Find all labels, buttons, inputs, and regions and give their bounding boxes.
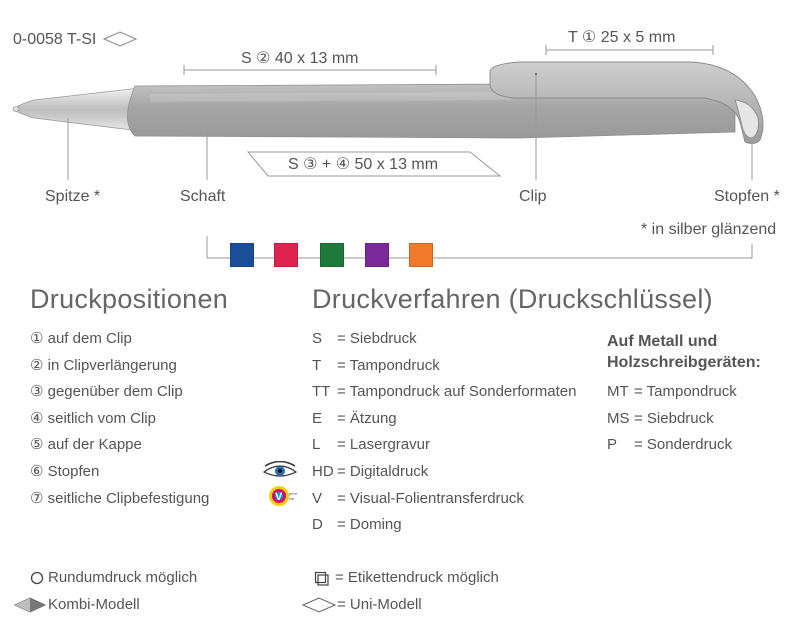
method-label: = Ätzung [337, 409, 397, 427]
legend-round: Rundumdruck möglich [48, 569, 198, 586]
metal-label: = Siebdruck [634, 409, 714, 427]
color-swatch-orange [409, 243, 433, 267]
label-print-icon [314, 571, 330, 587]
metal-code: MS [607, 409, 630, 427]
metal-labels [634, 379, 737, 459]
method-code: HD [312, 462, 334, 480]
method-label: = Digitaldruck [337, 462, 429, 480]
metal-heading-line1: Auf Metall und [607, 333, 718, 350]
method-code: T [312, 356, 322, 374]
method-code: L [312, 436, 321, 454]
method-code: V [312, 489, 323, 507]
legend-uni: = Uni-Modell [337, 596, 422, 613]
color-swatch-green [320, 243, 344, 267]
pen-tip [14, 88, 140, 131]
legend-combi: Kombi-Modell [48, 596, 140, 613]
v-logo-icon [268, 484, 300, 508]
color-swatch-red [274, 243, 298, 267]
methods-codes [312, 326, 334, 539]
bottom-dimension-label: S ③ + ④ 50 x 13 mm [288, 156, 439, 173]
positions-heading: Druckpositionen [30, 284, 229, 314]
shaft-dimension-label: S ② 40 x 13 mm [241, 50, 359, 67]
metal-code: P [607, 436, 618, 454]
eye-icon [262, 461, 298, 481]
position-item: ⑥ Stopfen [30, 462, 100, 480]
combi-model-icon [14, 597, 46, 613]
method-code: D [312, 516, 323, 534]
color-swatch-purple [365, 243, 389, 267]
metal-codes [607, 379, 630, 459]
metal-code: MT [607, 383, 629, 400]
part-label-clip: Clip [519, 188, 547, 205]
methods-labels [337, 326, 576, 539]
legend-label: = Etikettendruck möglich [335, 569, 499, 586]
part-label-plug: Stopfen * [714, 188, 780, 205]
color-swatch-blue [230, 243, 254, 267]
method-label: = Tampondruck [337, 356, 440, 374]
method-label: = Doming [337, 516, 402, 534]
method-code: S [312, 330, 323, 347]
methods-heading: Druckverfahren (Druckschlüssel) [312, 284, 713, 314]
position-item: ③ gegenüber dem Clip [30, 383, 183, 401]
svg-text:foil: foil [289, 496, 295, 501]
uni-model-icon [302, 597, 336, 613]
silver-note: * in silber glänzend [641, 221, 777, 238]
clip-dimension-label: T ① 25 x 5 mm [568, 29, 676, 46]
metal-label: = Tampondruck [634, 383, 737, 400]
pen-illustration [0, 0, 800, 300]
product-code: 0-0058 T-SI [13, 31, 97, 48]
svg-text:V: V [275, 491, 283, 503]
part-label-tip: Spitze * [45, 188, 101, 205]
method-label: = Siebdruck [337, 330, 417, 347]
positions-list [30, 326, 209, 512]
position-item: ⑤ auf der Kappe [30, 436, 142, 454]
method-code: E [312, 409, 323, 427]
part-label-shaft: Schaft [180, 188, 226, 205]
position-item: ② in Clipverlängerung [30, 356, 177, 374]
position-item: ① auf dem Clip [30, 330, 132, 347]
metal-heading-line2: Holzschreibgeräten: [607, 354, 761, 371]
svg-text:print: print [289, 491, 297, 496]
position-item: ④ seitlich vom Clip [30, 409, 156, 427]
metal-label: = Sonderdruck [634, 436, 732, 454]
method-label: = Tampondruck auf Sonderformaten [337, 383, 577, 401]
position-item: ⑦ seitliche Clipbefestigung [30, 489, 210, 507]
round-print-icon [30, 570, 46, 586]
method-label: = Lasergravur [337, 436, 430, 454]
method-label: = Visual-Folientransferdruck [337, 489, 524, 507]
method-code: TT [312, 383, 331, 401]
